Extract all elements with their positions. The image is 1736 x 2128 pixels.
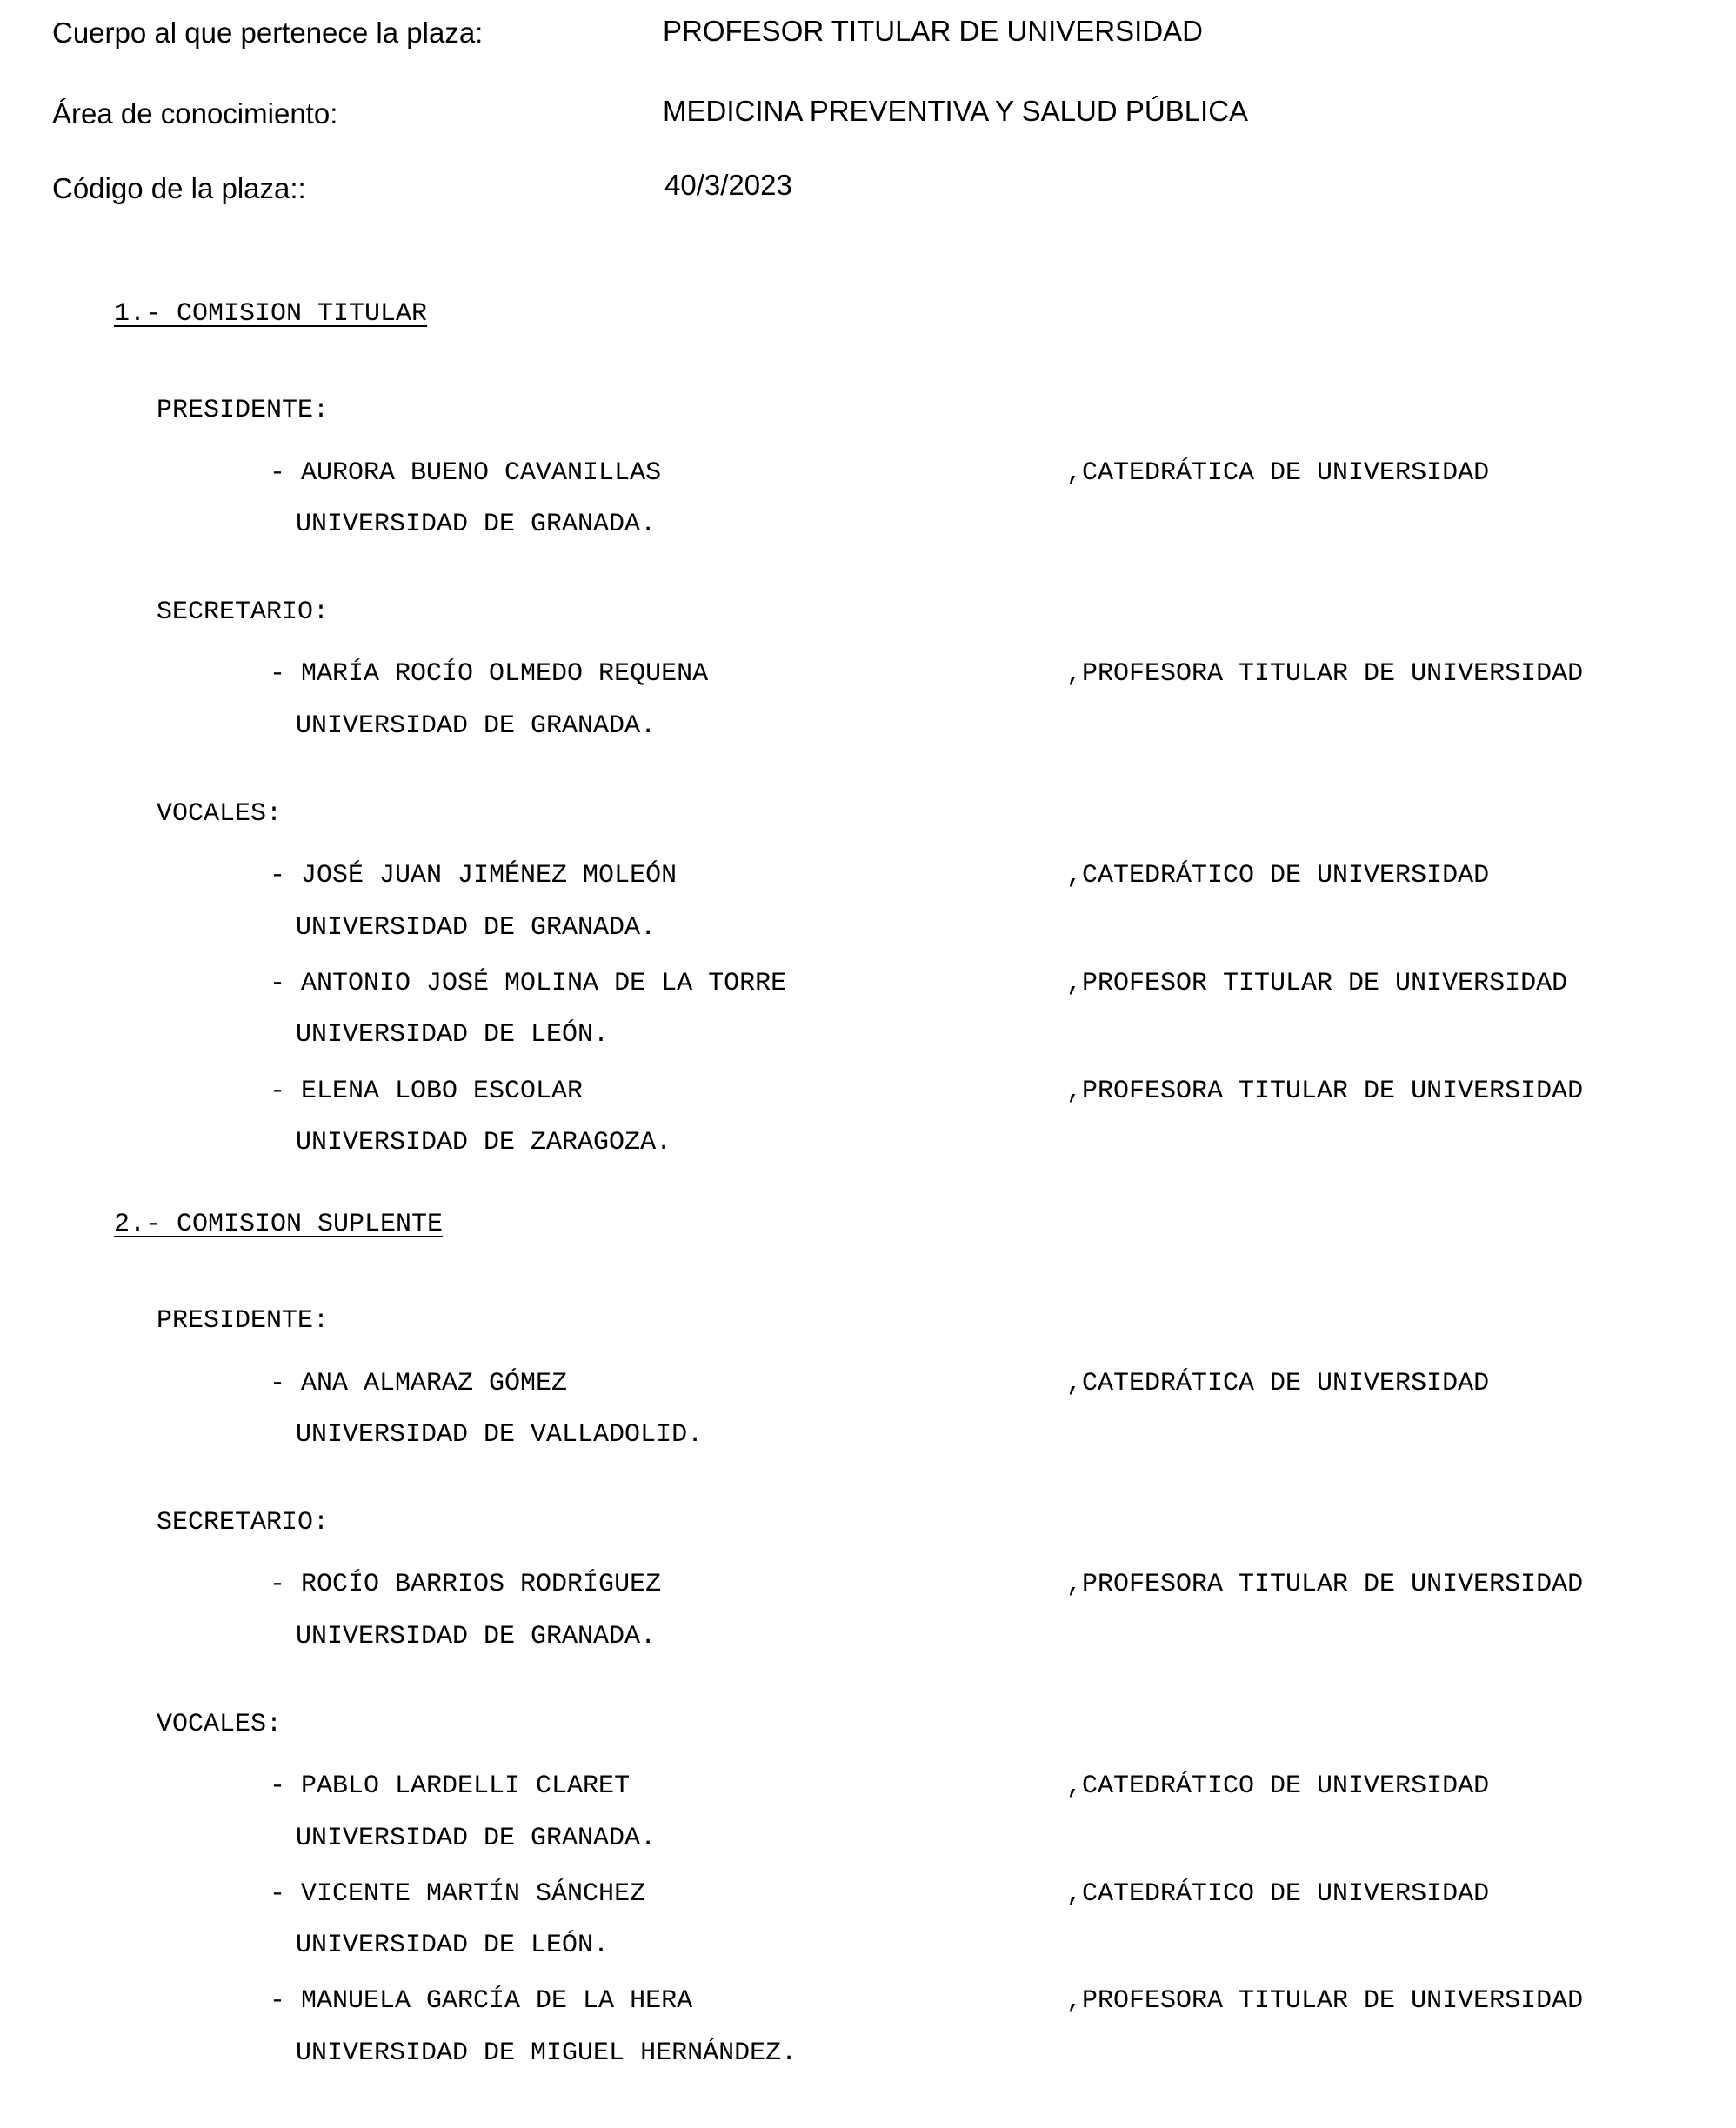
suplente-vocal-role: ,CATEDRÁTICO DE UNIVERSIDAD [1066, 1879, 1490, 1909]
suplente-vocal-name: - PABLO LARDELLI CLARET [270, 1771, 631, 1801]
titular-presidente-univ: UNIVERSIDAD DE GRANADA. [296, 510, 657, 539]
suplente-vocal-univ: UNIVERSIDAD DE MIGUEL HERNÁNDEZ. [296, 2038, 798, 2068]
suplente-secretario-name: - ROCÍO BARRIOS RODRÍGUEZ [270, 1570, 662, 1599]
titular-presidente-label: PRESIDENTE: [157, 396, 330, 425]
titular-presidente-role: ,CATEDRÁTICA DE UNIVERSIDAD [1066, 458, 1490, 488]
suplente-presidente-role: ,CATEDRÁTICA DE UNIVERSIDAD [1066, 1369, 1490, 1398]
suplente-secretario-role: ,PROFESORA TITULAR DE UNIVERSIDAD [1066, 1570, 1584, 1599]
suplente-vocal-univ: UNIVERSIDAD DE GRANADA. [296, 1824, 657, 1853]
titular-presidente-name: - AURORA BUENO CAVANILLAS [270, 458, 662, 488]
titular-vocal-role: ,CATEDRÁTICO DE UNIVERSIDAD [1066, 861, 1490, 891]
titular-secretario-label: SECRETARIO: [157, 597, 330, 627]
area-value: MEDICINA PREVENTIVA Y SALUD PÚBLICA [663, 95, 1249, 127]
titular-vocales-label: VOCALES: [157, 799, 283, 829]
cuerpo-label: Cuerpo al que pertenece la plaza: [52, 17, 484, 49]
suplente-presidente-label: PRESIDENTE: [157, 1306, 330, 1336]
suplente-vocal-name: - MANUELA GARCÍA DE LA HERA [270, 1986, 693, 2016]
titular-secretario-role: ,PROFESORA TITULAR DE UNIVERSIDAD [1066, 659, 1584, 689]
titular-vocal-name: - ANTONIO JOSÉ MOLINA DE LA TORRE [270, 969, 787, 998]
codigo-label: Código de la plaza:: [52, 172, 306, 204]
suplente-presidente-univ: UNIVERSIDAD DE VALLADOLID. [296, 1420, 704, 1450]
suplente-vocales-label: VOCALES: [157, 1710, 283, 1739]
suplente-secretario-univ: UNIVERSIDAD DE GRANADA. [296, 1622, 657, 1651]
titular-vocal-role: ,PROFESORA TITULAR DE UNIVERSIDAD [1066, 1077, 1584, 1106]
titular-vocal-univ: UNIVERSIDAD DE GRANADA. [296, 913, 657, 943]
suplente-vocal-role: ,CATEDRÁTICO DE UNIVERSIDAD [1066, 1771, 1490, 1801]
suplente-vocal-univ: UNIVERSIDAD DE LEÓN. [296, 1931, 610, 1960]
titular-vocal-name: - ELENA LOBO ESCOLAR [270, 1077, 584, 1106]
suplente-vocal-name: - VICENTE MARTÍN SÁNCHEZ [270, 1879, 646, 1909]
area-label: Área de conocimiento: [52, 97, 338, 130]
codigo-value: 40/3/2023 [664, 169, 792, 201]
suplente-secretario-label: SECRETARIO: [157, 1508, 330, 1538]
titular-vocal-univ: UNIVERSIDAD DE LEÓN. [296, 1020, 610, 1050]
suplente-vocal-role: ,PROFESORA TITULAR DE UNIVERSIDAD [1066, 1986, 1584, 2016]
cuerpo-value: PROFESOR TITULAR DE UNIVERSIDAD [663, 15, 1203, 47]
titular-secretario-univ: UNIVERSIDAD DE GRANADA. [296, 711, 657, 741]
titular-secretario-name: - MARÍA ROCÍO OLMEDO REQUENA [270, 659, 709, 689]
suplente-presidente-name: - ANA ALMARAZ GÓMEZ [270, 1369, 568, 1398]
titular-vocal-name: - JOSÉ JUAN JIMÉNEZ MOLEÓN [270, 861, 678, 891]
suplente-heading: 2.- COMISION SUPLENTE [114, 1210, 444, 1239]
titular-heading: 1.- COMISION TITULAR [114, 299, 428, 329]
titular-vocal-role: ,PROFESOR TITULAR DE UNIVERSIDAD [1066, 969, 1568, 998]
titular-vocal-univ: UNIVERSIDAD DE ZARAGOZA. [296, 1128, 672, 1157]
